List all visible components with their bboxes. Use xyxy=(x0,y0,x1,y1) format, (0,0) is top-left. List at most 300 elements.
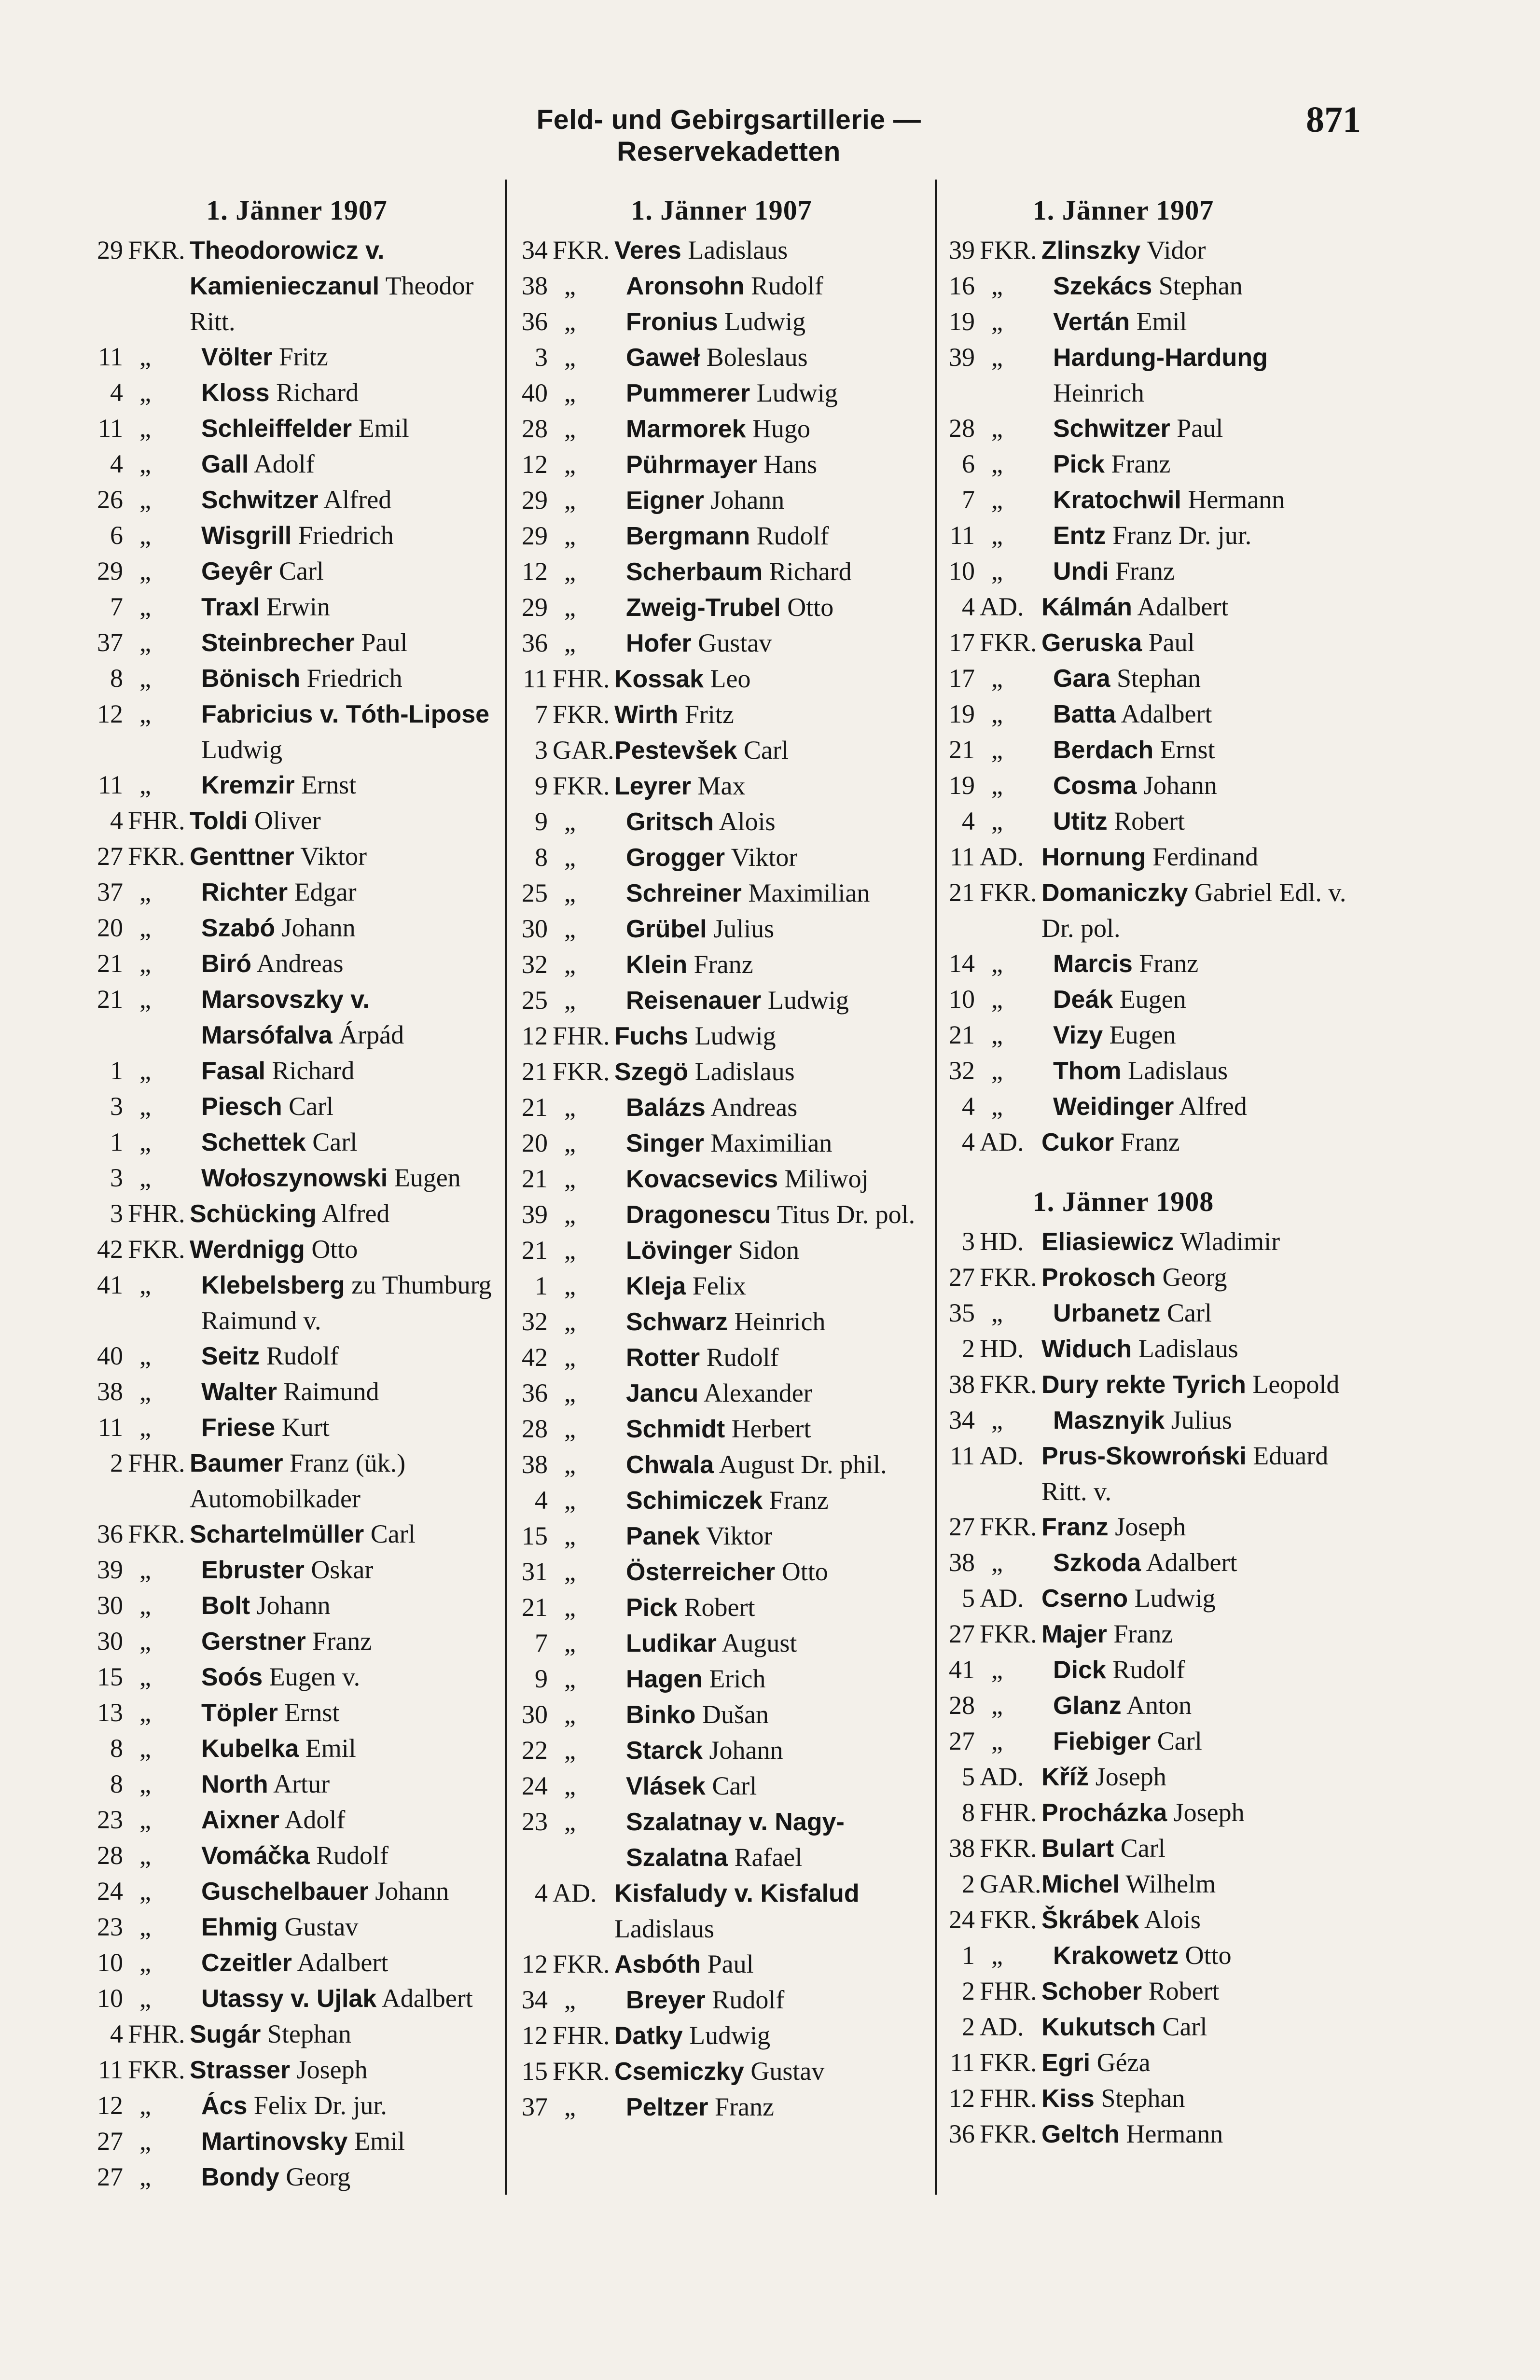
cadet-name xyxy=(1053,1403,1356,1438)
given-name: Adalbert xyxy=(1137,592,1229,621)
roster-entry xyxy=(514,1376,929,1411)
unit-abbreviation: „ xyxy=(564,628,576,657)
cadet-name xyxy=(201,482,504,518)
unit-abbreviation: „ xyxy=(991,1941,1003,1970)
section-spacer xyxy=(941,1160,1356,1180)
unit-abbreviation: „ xyxy=(139,2127,151,2156)
regiment-number: 27 xyxy=(949,1263,975,1292)
given-name: Erwin xyxy=(266,592,330,621)
roster-entry xyxy=(89,233,504,339)
unit-abbreviation: „ xyxy=(564,1236,576,1265)
cadet-name xyxy=(201,696,504,767)
surname: Kovacsevics xyxy=(626,1165,778,1193)
roster-entry xyxy=(89,946,504,982)
given-name: Alfred xyxy=(321,1199,390,1228)
surname: Zweig-Trubel xyxy=(626,594,781,622)
regiment-number: 27 xyxy=(949,1512,975,1541)
roster-entry xyxy=(514,947,929,983)
surname: Balázs xyxy=(626,1094,706,1122)
given-name: Wilhelm xyxy=(1125,1869,1216,1898)
surname: Genttner xyxy=(190,843,294,871)
roster-entry xyxy=(941,1902,1356,1938)
surname: Kleja xyxy=(626,1272,686,1300)
unit-abbreviation: „ xyxy=(991,1406,1003,1434)
roster-entry xyxy=(89,767,504,803)
unit-abbreviation: AD. xyxy=(980,1127,1024,1156)
regiment-number: 13 xyxy=(97,1698,123,1727)
given-name: Alfred xyxy=(1179,1092,1247,1121)
regiment-number: 11 xyxy=(98,2055,123,2084)
unit-abbreviation: „ xyxy=(564,807,576,836)
given-name: Adalbert xyxy=(381,1984,473,2013)
surname: Asbóth xyxy=(614,1950,701,1978)
unit-abbreviation: FKR. xyxy=(128,236,185,264)
roster-entry xyxy=(89,982,504,1053)
cadet-name xyxy=(201,1053,504,1089)
roster-entry xyxy=(89,1588,504,1624)
cadet-name xyxy=(201,910,504,946)
regiment-number: 8 xyxy=(110,1734,123,1763)
regiment-number: 4 xyxy=(110,806,123,835)
roster-entry xyxy=(89,1981,504,2017)
regiment-number: 21 xyxy=(949,1020,975,1049)
roster-entry xyxy=(941,875,1356,946)
surname: Batta xyxy=(1053,700,1116,728)
roster-entry xyxy=(514,376,929,411)
regiment-number: 15 xyxy=(522,2057,548,2086)
given-name: Joseph xyxy=(296,2055,368,2084)
column-rule xyxy=(935,180,937,2195)
surname: Grogger xyxy=(626,844,725,872)
regiment-number: 2 xyxy=(962,1976,975,2005)
cadet-name xyxy=(626,1554,929,1590)
cadet-name xyxy=(190,1517,504,1552)
surname: Kiss xyxy=(1041,2085,1095,2113)
regiment-number: 30 xyxy=(97,1627,123,1656)
roster-entry xyxy=(941,625,1356,661)
cadet-name xyxy=(1053,946,1356,982)
roster-entry xyxy=(941,340,1356,411)
given-name: Franz xyxy=(715,2092,774,2121)
unit-abbreviation: „ xyxy=(139,342,151,371)
given-name: Stephan xyxy=(267,2019,351,2048)
unit-abbreviation: „ xyxy=(564,1700,576,1729)
surname: Wisgrill xyxy=(201,522,292,550)
surname: Undi xyxy=(1053,557,1109,585)
given-name: Paul xyxy=(1148,628,1195,657)
given-name: Géza xyxy=(1096,2048,1151,2077)
roster-entry xyxy=(89,875,504,910)
regiment-number: 2 xyxy=(962,1869,975,1898)
regiment-number: 41 xyxy=(97,1270,123,1299)
surname: Fabricius v. Tóth-Lipose xyxy=(201,700,490,728)
roster-entry xyxy=(89,482,504,518)
regiment-number: 4 xyxy=(962,807,975,835)
given-name: Raimund xyxy=(283,1377,379,1406)
surname: Grübel xyxy=(626,915,707,943)
unit-abbreviation: „ xyxy=(991,1020,1003,1049)
regiment-number: 17 xyxy=(949,664,975,693)
regiment-number: 8 xyxy=(535,843,548,872)
surname: Toldi xyxy=(190,807,248,835)
roster-entry xyxy=(941,1581,1356,1616)
unit-abbreviation: „ xyxy=(991,521,1003,550)
regiment-number: 6 xyxy=(962,449,975,478)
cadet-name xyxy=(1041,589,1356,625)
given-name: Paul xyxy=(707,1949,754,1978)
given-name: Rudolf xyxy=(266,1341,339,1370)
roster-entry xyxy=(89,1838,504,1874)
cadet-name xyxy=(1041,1795,1356,1831)
unit-abbreviation: AD. xyxy=(553,1879,597,1907)
cadet-name xyxy=(1041,875,1356,946)
cadet-name xyxy=(201,2159,504,2195)
given-name: Ludwig xyxy=(767,986,849,1015)
given-name: Franz xyxy=(1120,1127,1180,1156)
roster-entry xyxy=(941,482,1356,518)
surname: Soós xyxy=(201,1663,263,1691)
cadet-name xyxy=(1041,1125,1356,1160)
given-name: Herbert xyxy=(731,1414,811,1443)
given-name: Franz xyxy=(1115,557,1175,585)
roster-entry xyxy=(941,1688,1356,1724)
given-name: Ludwig xyxy=(694,1021,776,1050)
given-name: Otto xyxy=(311,1235,358,1264)
regiment-number: 28 xyxy=(522,1414,548,1443)
surname: Glanz xyxy=(1053,1692,1122,1720)
cadet-name xyxy=(614,1054,929,1090)
given-name: Franz Dr. jur. xyxy=(1112,521,1252,550)
regiment-number: 15 xyxy=(522,1521,548,1550)
regiment-number: 20 xyxy=(522,1128,548,1157)
cadet-name xyxy=(190,839,504,875)
surname: Werdnigg xyxy=(190,1236,305,1264)
unit-abbreviation: FKR. xyxy=(980,1263,1037,1292)
surname: Kříž xyxy=(1041,1763,1089,1791)
unit-abbreviation: „ xyxy=(564,1343,576,1372)
roster-entry xyxy=(514,518,929,554)
surname: North xyxy=(201,1770,268,1798)
regiment-number: 39 xyxy=(949,236,975,264)
given-name: Eugen xyxy=(1109,1020,1176,1049)
regiment-number: 10 xyxy=(97,1984,123,2013)
surname: Szkoda xyxy=(1053,1549,1141,1577)
surname: Csemiczky xyxy=(614,2058,744,2086)
roster-entry xyxy=(941,1367,1356,1403)
surname: Schober xyxy=(1041,1977,1142,2005)
given-name: Rudolf xyxy=(316,1841,389,1870)
given-name: Julius xyxy=(1171,1406,1232,1434)
regiment-number: 36 xyxy=(949,2119,975,2148)
surname: Aixner xyxy=(201,1806,279,1834)
regiment-number: 11 xyxy=(98,770,123,799)
regiment-number: 21 xyxy=(522,1236,548,1265)
unit-abbreviation: FKR. xyxy=(553,236,610,264)
surname: Ludikar xyxy=(626,1629,717,1657)
regiment-number: 19 xyxy=(949,699,975,728)
unit-abbreviation: „ xyxy=(139,628,151,657)
surname: Procházka xyxy=(1041,1799,1167,1827)
surname: Jancu xyxy=(626,1379,699,1407)
surname: Schücking xyxy=(190,1200,317,1228)
roster-entry xyxy=(89,375,504,411)
surname: Schreiner xyxy=(626,879,742,907)
roster-entry xyxy=(514,1661,929,1697)
roster-entry xyxy=(514,1197,929,1233)
roster-entry xyxy=(941,768,1356,804)
regiment-number: 34 xyxy=(949,1406,975,1434)
regiment-number: 7 xyxy=(962,485,975,514)
given-name: Adalbert xyxy=(297,1948,388,1977)
unit-abbreviation: GAR. xyxy=(980,1869,1041,1898)
given-name: Rudolf xyxy=(751,271,824,300)
regiment-number: 25 xyxy=(522,986,548,1015)
cadet-name xyxy=(1041,839,1356,875)
surname: Vomáčka xyxy=(201,1842,310,1870)
unit-abbreviation: „ xyxy=(564,1271,576,1300)
regiment-number: 10 xyxy=(949,985,975,1014)
surname: Kisfaludy v. Kisfalud xyxy=(614,1879,860,1907)
roster-entry xyxy=(89,1267,504,1338)
cadet-name xyxy=(201,1374,504,1410)
regiment-number: 37 xyxy=(97,628,123,657)
surname: Utitz xyxy=(1053,807,1108,835)
given-name: Robert xyxy=(1114,807,1185,835)
surname: Geruska xyxy=(1041,629,1142,657)
roster-entry xyxy=(89,1125,504,1160)
regiment-number: 34 xyxy=(522,236,548,264)
surname: Szalatnay v. Nagy-Szalatna xyxy=(626,1808,845,1872)
given-name: Rudolf xyxy=(712,1985,785,2014)
roster-entry xyxy=(514,1268,929,1304)
regiment-number: 25 xyxy=(522,878,548,907)
roster-entry xyxy=(941,1053,1356,1089)
roster-entry xyxy=(89,518,504,554)
surname: Kálmán xyxy=(1041,593,1132,621)
cadet-name xyxy=(1053,1938,1356,1974)
cadet-name xyxy=(614,697,929,733)
unit-abbreviation: „ xyxy=(564,1664,576,1693)
unit-abbreviation: „ xyxy=(139,557,151,585)
unit-abbreviation: „ xyxy=(564,414,576,443)
roster-entry xyxy=(941,1652,1356,1688)
roster-entry xyxy=(514,1483,929,1518)
regiment-number: 4 xyxy=(962,592,975,621)
surname: Kremzir xyxy=(201,771,295,799)
given-name: Rafael xyxy=(734,1843,803,1872)
regiment-number: 21 xyxy=(522,1164,548,1193)
roster-entry xyxy=(514,483,929,518)
given-name: Stephan xyxy=(1158,271,1243,300)
roster-entry xyxy=(941,2116,1356,2152)
cadet-name xyxy=(190,1232,504,1267)
surname: Aronsohn xyxy=(626,272,745,300)
roster-entry xyxy=(941,1724,1356,1759)
regiment-number: 2 xyxy=(110,1448,123,1477)
given-name: Ladislaus xyxy=(694,1057,795,1086)
cadet-name xyxy=(1053,804,1356,839)
regiment-number: 39 xyxy=(522,1200,548,1229)
given-name: Paul xyxy=(1177,414,1223,443)
unit-abbreviation: „ xyxy=(991,1092,1003,1121)
surname: Fasal xyxy=(201,1057,265,1085)
surname: Strasser xyxy=(190,2056,291,2084)
unit-abbreviation: GAR. xyxy=(553,736,614,765)
given-name: Robert xyxy=(1148,1976,1220,2005)
cadet-name xyxy=(201,1874,504,1909)
unit-abbreviation: FHR. xyxy=(128,2019,185,2048)
regiment-number: 35 xyxy=(949,1298,975,1327)
surname: Marmorek xyxy=(626,415,746,443)
given-name: Ladislaus xyxy=(614,1914,714,1943)
unit-abbreviation: „ xyxy=(991,1298,1003,1327)
given-name: Carl xyxy=(1166,1298,1212,1327)
regiment-number: 23 xyxy=(522,1807,548,1836)
given-name: Carl xyxy=(289,1092,334,1121)
regiment-number: 24 xyxy=(97,1877,123,1906)
given-name: Ludwig xyxy=(724,307,806,336)
surname: Österreicher xyxy=(626,1558,776,1586)
cadet-name xyxy=(201,1767,504,1802)
cadet-name xyxy=(614,2018,929,2054)
given-name: Richard xyxy=(769,557,852,586)
unit-abbreviation: „ xyxy=(564,1628,576,1657)
cadet-name xyxy=(626,1447,929,1483)
unit-abbreviation: „ xyxy=(564,307,576,336)
regiment-number: 28 xyxy=(97,1841,123,1870)
regiment-number: 23 xyxy=(97,1805,123,1834)
unit-abbreviation: „ xyxy=(139,877,151,906)
roster-entry xyxy=(941,589,1356,625)
unit-abbreviation: FKR. xyxy=(553,700,610,729)
surname: Klebelsberg xyxy=(201,1271,345,1299)
cadet-name xyxy=(626,2089,929,2125)
cadet-name xyxy=(1041,1902,1356,1938)
unit-abbreviation: „ xyxy=(564,593,576,622)
roster-entry xyxy=(941,446,1356,482)
given-name: Carl xyxy=(1120,1834,1165,1863)
roster-entry xyxy=(89,589,504,625)
given-name: Carl xyxy=(312,1127,358,1156)
regiment-number: 21 xyxy=(522,1593,548,1622)
surname: Hornung xyxy=(1041,843,1146,871)
unit-abbreviation: „ xyxy=(139,1413,151,1442)
unit-abbreviation: „ xyxy=(991,557,1003,585)
unit-abbreviation: FKR. xyxy=(980,878,1037,907)
given-name: Ladislaus xyxy=(688,236,788,264)
cadet-name xyxy=(626,1483,929,1518)
cadet-name xyxy=(201,1267,504,1338)
cadet-name xyxy=(1053,1295,1356,1331)
roster-entry xyxy=(514,1126,929,1161)
unit-abbreviation: „ xyxy=(564,1378,576,1407)
regiment-number: 3 xyxy=(110,1092,123,1121)
unit-abbreviation: „ xyxy=(139,1734,151,1763)
given-name: Adalbert xyxy=(1146,1548,1237,1577)
regiment-number: 16 xyxy=(949,271,975,300)
regiment-number: 4 xyxy=(110,2019,123,2048)
unit-abbreviation: „ xyxy=(139,521,151,550)
unit-abbreviation: „ xyxy=(564,557,576,586)
roster-entry xyxy=(514,1554,929,1590)
roster-entry xyxy=(514,1982,929,2018)
surname: Majer xyxy=(1041,1620,1107,1648)
roster-entry xyxy=(89,1160,504,1196)
surname: Walter xyxy=(201,1378,277,1406)
unit-abbreviation: FHR. xyxy=(980,2084,1037,2113)
given-name: Otto xyxy=(1185,1941,1232,1970)
cadet-name xyxy=(201,1160,504,1196)
given-name: Árpád xyxy=(339,1020,404,1049)
roster-entry xyxy=(89,2052,504,2088)
roster-entry xyxy=(514,1626,929,1661)
given-name: Gustav xyxy=(698,628,772,657)
surname: Ehmig xyxy=(201,1913,278,1941)
cadet-name xyxy=(201,1089,504,1125)
regiment-number: 2 xyxy=(962,2012,975,2041)
roster-entry xyxy=(89,411,504,446)
cadet-name xyxy=(1041,1866,1356,1902)
given-name: Gabriel Edl. v. Dr. pol. xyxy=(1041,878,1346,943)
surname: Piesch xyxy=(201,1093,282,1121)
cadet-name xyxy=(190,2052,504,2088)
cadet-name xyxy=(1053,768,1356,804)
cadet-name xyxy=(626,1626,929,1661)
roster-entry xyxy=(89,2088,504,2124)
section-heading: 1. Jänner 1907 xyxy=(1032,195,1214,226)
cadet-name xyxy=(626,1304,929,1340)
unit-abbreviation: „ xyxy=(139,414,151,443)
given-name: Kurt xyxy=(281,1413,330,1442)
given-name: Ferdinand xyxy=(1152,842,1259,871)
roster-entry xyxy=(941,804,1356,839)
unit-abbreviation: „ xyxy=(139,2091,151,2120)
regiment-number: 31 xyxy=(522,1557,548,1586)
roster-entry xyxy=(89,1517,504,1552)
cadet-name xyxy=(1053,1724,1356,1759)
given-name: Vidor xyxy=(1146,236,1206,264)
unit-abbreviation: „ xyxy=(139,1627,151,1656)
roster-entry xyxy=(89,661,504,696)
roster-entry xyxy=(514,1590,929,1626)
given-name: Johann xyxy=(709,1736,783,1765)
given-name: Friedrich xyxy=(306,664,402,693)
regiment-number: 36 xyxy=(97,1519,123,1548)
cadet-name xyxy=(626,518,929,554)
regiment-number: 27 xyxy=(949,1726,975,1755)
cadet-name xyxy=(1053,1652,1356,1688)
regiment-number: 6 xyxy=(110,521,123,550)
unit-abbreviation: „ xyxy=(564,450,576,479)
regiment-number: 28 xyxy=(949,414,975,443)
cadet-name xyxy=(190,803,504,839)
regiment-number: 4 xyxy=(535,1486,548,1515)
roster-entry xyxy=(89,2017,504,2052)
regiment-number: 11 xyxy=(98,414,123,443)
cadet-name xyxy=(626,304,929,340)
cadet-name xyxy=(1041,625,1356,661)
cadet-name xyxy=(201,2124,504,2159)
regiment-number: 19 xyxy=(949,307,975,336)
cadet-name xyxy=(1053,1545,1356,1581)
surname: Dragonescu xyxy=(626,1201,771,1229)
cadet-name xyxy=(626,1126,929,1161)
roster-entry xyxy=(89,1446,504,1517)
unit-abbreviation: „ xyxy=(991,985,1003,1014)
column-rule xyxy=(505,180,507,2195)
surname: Vertán xyxy=(1053,308,1130,336)
cadet-name xyxy=(1053,696,1356,732)
